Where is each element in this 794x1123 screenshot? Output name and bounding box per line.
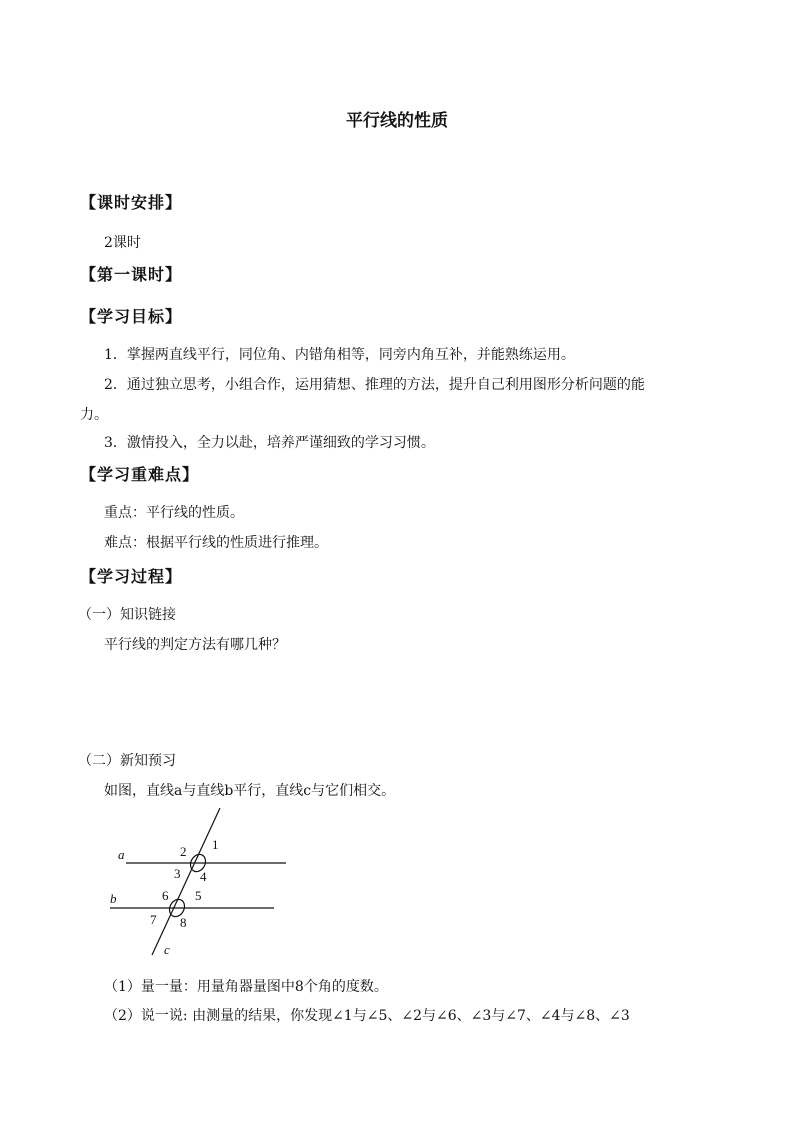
heading-schedule: 【课时安排】 [80, 193, 183, 212]
key-point: 重点：平行线的性质。 [104, 505, 244, 521]
parallel-lines-figure [104, 808, 288, 960]
label-angle-2: 2 [180, 844, 187, 859]
label-angle-1: 1 [212, 837, 219, 852]
heading-goals: 【学习目标】 [80, 307, 183, 326]
line-c [152, 808, 220, 955]
page-title: 平行线的性质 [346, 111, 448, 131]
label-a: a [118, 847, 125, 862]
label-angle-7: 7 [150, 912, 157, 927]
label-angle-8: 8 [180, 915, 187, 930]
goal-2-cont: 力。 [80, 407, 108, 423]
task-2: （2）说一说: 由测量的结果，你发现∠1与∠5、∠2与∠6、∠3与∠7、∠4与∠8、∠3 [104, 1008, 630, 1024]
label-angle-6: 6 [162, 888, 169, 903]
part2-intro: 如图，直线a与直线b平行，直线c与它们相交。 [104, 783, 396, 799]
label-angle-3: 3 [174, 866, 181, 881]
heading-lesson1: 【第一课时】 [80, 265, 183, 284]
label-angle-5: 5 [195, 888, 202, 903]
part1-heading: （一）知识链接 [78, 607, 176, 623]
label-b: b [110, 891, 117, 906]
goal-2: 2．通过独立思考，小组合作，运用猜想、推理的方法，提升自己利用图形分析问题的能 [104, 377, 645, 393]
label-c: c [164, 942, 170, 957]
part2-heading: （二）新知预习 [78, 753, 176, 769]
schedule-text: 2课时 [104, 235, 141, 251]
heading-key-points: 【学习重难点】 [80, 465, 200, 484]
label-angle-4: 4 [200, 869, 207, 884]
goal-1: 1．掌握两直线平行，同位角、内错角相等，同旁内角互补，并能熟练运用。 [104, 347, 575, 363]
difficult-point: 难点：根据平行线的性质进行推理。 [104, 535, 328, 551]
goal-3: 3．激情投入，全力以赴，培养严谨细致的学习习惯。 [104, 435, 435, 451]
part1-question: 平行线的判定方法有哪几种？ [104, 637, 286, 653]
heading-process: 【学习过程】 [80, 567, 183, 586]
task-1: （1）量一量：用量角器量图中8个角的度数。 [104, 979, 388, 995]
